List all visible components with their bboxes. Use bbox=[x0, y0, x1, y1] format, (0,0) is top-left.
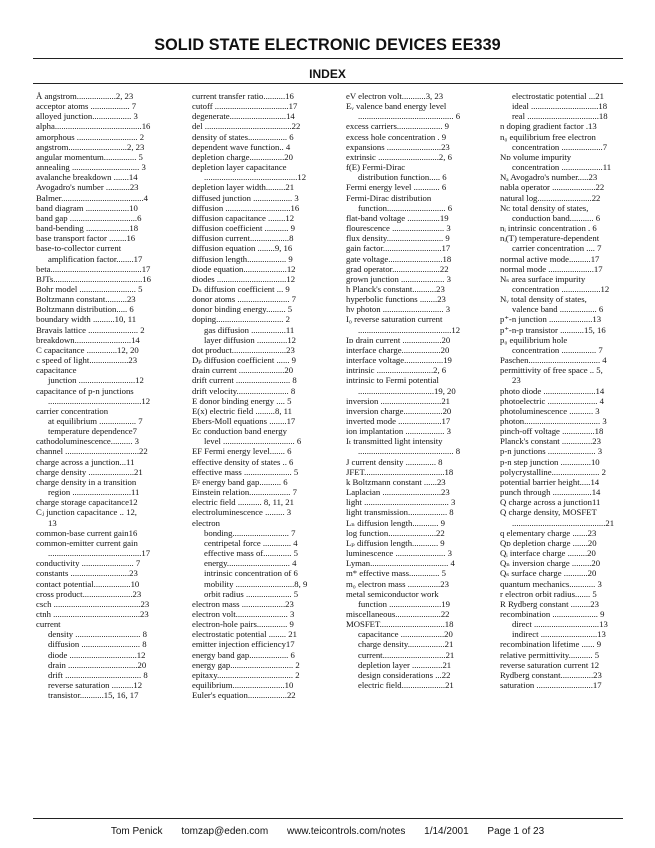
index-entry: hyperbolic functions ........23 bbox=[346, 294, 446, 305]
index-entry: nᵢ intrinsic concentration . 6 bbox=[500, 223, 597, 234]
index-entry: relative permittivity........... 5 bbox=[500, 649, 600, 660]
index-entry: conductivity ........................ 7 bbox=[36, 558, 141, 569]
index-entry: csch ........................................23 bbox=[36, 598, 150, 609]
index-entry-continuation: at equilibrium ................. 7 bbox=[48, 416, 143, 426]
index-entry: ctnh ........................................23 bbox=[36, 608, 149, 619]
index-heading: INDEX bbox=[309, 67, 346, 81]
index-entry-continuation: drain ................................20 bbox=[48, 659, 147, 670]
index-entry: photoelectric ....................... 4 bbox=[500, 395, 604, 406]
index-entry: h Planck's constant...........23 bbox=[346, 283, 445, 294]
index-entry: grown junction .................... 3 bbox=[346, 273, 451, 284]
index-entry: p₀ equilibrium hole bbox=[500, 334, 568, 345]
index-entry: n₀ equilibrium free electron bbox=[500, 131, 596, 142]
index-entry: angstrom...........................2, 23 bbox=[36, 141, 145, 152]
index-entry: angular momentum............... 5 bbox=[36, 151, 143, 162]
index-entry: Boltzmann constant..........23 bbox=[36, 294, 136, 305]
index-entry: cutoff ..................................17 bbox=[192, 101, 298, 112]
index-entry-continuation: electrostatic potential ...21 bbox=[512, 91, 604, 101]
index-entry: donor atoms ........................ 7 bbox=[192, 294, 297, 305]
index-entry: m₀ electron mass ...............23 bbox=[346, 578, 449, 589]
index-entry-continuation: valence band ................. 6 bbox=[512, 304, 604, 315]
page-footer bbox=[0, 826, 655, 837]
index-entry: E donor binding energy .... 5 bbox=[192, 395, 292, 406]
footer-url[interactable]: www.teicontrols.com/notes bbox=[286, 826, 406, 837]
index-entry-continuation: ...........................................21 bbox=[512, 517, 615, 528]
index-entry: Iₜ transmitted light intensity bbox=[346, 436, 443, 447]
index-entry: epitaxy................................... 2 bbox=[192, 669, 300, 680]
index-entry: permittivity of free space .. 5, bbox=[500, 365, 603, 376]
index-entry-continuation: reverse saturation ..........12 bbox=[48, 680, 143, 691]
index-entry: Planck's constant ..............23 bbox=[500, 436, 601, 447]
index-entry: Qᵢ interface charge .........20 bbox=[500, 548, 596, 559]
index-entry-continuation: function........................... 6 bbox=[358, 202, 453, 213]
index-entry: q elementary charge .......23 bbox=[500, 527, 597, 538]
index-entry: expansions .........................23 bbox=[346, 141, 450, 152]
index-entry: diffusion length.................. 9 bbox=[192, 253, 293, 264]
index-entry: saturation ..........................17 bbox=[500, 680, 602, 691]
index-entry: ion implantation .................. 3 bbox=[346, 426, 451, 437]
index-entry-continuation: junction ..........................12 bbox=[48, 375, 144, 386]
index-entry: diffusion capacitance ........12 bbox=[192, 212, 295, 223]
index-entry: E(x) electric field .........8, 11 bbox=[192, 405, 293, 416]
index-entry: band diagram ....................10 bbox=[36, 202, 138, 213]
index-entry: extrinsic ............................2, 6 bbox=[346, 151, 452, 162]
index-entry: contact potential.................10 bbox=[36, 578, 140, 589]
index-entry: cross product.......................23 bbox=[36, 588, 142, 599]
index-entry: EF Fermi energy level....... 6 bbox=[192, 446, 292, 457]
index-entry-continuation: mobility ...........................8, 9 bbox=[204, 578, 308, 589]
index-entry-continuation: level ................................. 6 bbox=[204, 436, 302, 447]
index-entry: acceptor atoms .................. 7 bbox=[36, 101, 137, 112]
index-entry: charge storage capacitance12 bbox=[36, 497, 138, 508]
index-entry: Eᵥ valence band energy level bbox=[346, 101, 447, 112]
index-entry: f(E) Fermi-Dirac bbox=[346, 162, 406, 173]
index-entry: Euler's equation..................22 bbox=[192, 690, 296, 701]
index-entry-continuation: ...................................19, 20 bbox=[358, 385, 456, 396]
index-entry: potential barrier height.....14 bbox=[500, 476, 600, 487]
index-entry: metal semiconductor work bbox=[346, 588, 439, 599]
index-entry: gate voltage.........................18 bbox=[346, 253, 452, 264]
index-entry-continuation: depletion layer ..............21 bbox=[358, 659, 452, 670]
index-entry-continuation: 23 bbox=[512, 375, 521, 386]
index-entry: pinch-off voltage ...............18 bbox=[500, 426, 604, 437]
index-entry: p⁺-n junction ....................13 bbox=[500, 314, 602, 325]
index-entry: photon................................... 3 bbox=[500, 416, 607, 426]
index-entry: Eᵍ energy band gap.......... 6 bbox=[192, 476, 288, 487]
index-entry: grad operator......................22 bbox=[346, 263, 449, 274]
index-entry: equilibrium........................10 bbox=[192, 680, 294, 691]
index-entry-continuation: ...........................................17 bbox=[48, 548, 151, 559]
index-entry: alpha........................................16 bbox=[36, 121, 151, 132]
index-entry: quantum mechanics............ 3 bbox=[500, 578, 602, 589]
index-entry: dependent wave function.. 4 bbox=[192, 141, 291, 152]
index-entry: Bohr model .......................... 5 bbox=[36, 283, 143, 294]
index-entry: del ........................................22 bbox=[192, 121, 301, 132]
index-entry: electroluminescence ......... 3 bbox=[192, 507, 292, 518]
index-entry: diffusion coefficient ........... 9 bbox=[192, 223, 295, 234]
index-entry: beta..........................................17 bbox=[36, 263, 151, 274]
index-entry: energy band gap.................. 6 bbox=[192, 649, 295, 660]
index-entry: light ....................................... 3 bbox=[346, 497, 456, 508]
index-entry: electron volt........................ 3 bbox=[192, 608, 295, 619]
index-entry: Cⱼ junction capacitance .. 12, bbox=[36, 507, 137, 518]
index-column-4 bbox=[500, 91, 614, 690]
index-entry: miscellaneous.....................22 bbox=[346, 608, 450, 619]
index-entry: Dₙ diffusion coefficient ... 9 bbox=[192, 283, 290, 294]
index-entry: drift current ......................... 8 bbox=[192, 375, 297, 386]
index-entry: diffused junction .................. 3 bbox=[192, 192, 299, 203]
index-entry: inversion ............................21 bbox=[346, 395, 451, 406]
index-entry-continuation: ............................................ 6 bbox=[358, 111, 461, 122]
footer-email[interactable]: tomzap@eden.com bbox=[181, 826, 269, 837]
index-entry: Nᵥ total density of states, bbox=[500, 294, 587, 305]
index-entry-continuation: diffusion ........................... 8 bbox=[48, 639, 147, 650]
index-entry: recombination ..................... 9 bbox=[500, 608, 605, 619]
index-entry-continuation: orbit radius ..................... 5 bbox=[204, 588, 299, 599]
index-entry: depletion charge................20 bbox=[192, 151, 293, 162]
page-title: SOLID STATE ELECTRONIC DEVICES EE339 bbox=[154, 36, 501, 54]
index-entry: degenerate..........................14 bbox=[192, 111, 295, 122]
index-entry: eV electron volt...........3, 23 bbox=[346, 91, 444, 101]
index-entry-continuation: distribution function..... 6 bbox=[358, 172, 447, 183]
index-entry: inverted mode ....................17 bbox=[346, 416, 451, 426]
index-entry: recombination lifetime ...... 9 bbox=[500, 639, 602, 650]
index-entry: electron bbox=[192, 517, 220, 528]
index-entry: charge density .....................21 bbox=[36, 466, 143, 477]
index-entry: capacitance of p-n junctions bbox=[36, 385, 134, 396]
index-entry: diode equation....................12 bbox=[192, 263, 296, 274]
index-entry: Lₚ diffusion length............ 9 bbox=[346, 537, 445, 548]
index-entry: constants ...........................23 bbox=[36, 568, 138, 579]
index-entry: diodes ................................12 bbox=[192, 273, 296, 284]
index-entry: Rydberg constant...............23 bbox=[500, 669, 602, 680]
index-entry: electric field ........... 8, 11, 21 bbox=[192, 497, 294, 508]
index-entry: I₀ reverse saturation current bbox=[346, 314, 443, 325]
index-entry: BJTs.........................................16 bbox=[36, 273, 151, 284]
index-entry: Balmer......................................4 bbox=[36, 192, 148, 203]
index-entry: Bravais lattice ....................... 2 bbox=[36, 324, 145, 335]
index-entry: Å angstrom..................2, 23 bbox=[36, 91, 134, 101]
index-entry: charge density in a transition bbox=[36, 476, 137, 487]
index-column-2 bbox=[192, 91, 306, 700]
index-entry: effective density of states .. 6 bbox=[192, 456, 294, 467]
index-entry: common-base current gain16 bbox=[36, 527, 138, 538]
index-entry: reverse saturation current 12 bbox=[500, 659, 600, 670]
index-entry: r electron orbit radius....... 5 bbox=[500, 588, 597, 599]
index-entry: breakdown..........................14 bbox=[36, 334, 140, 345]
footer-author: Tom Penick bbox=[110, 826, 163, 837]
index-entry: base transport factor ........16 bbox=[36, 233, 136, 244]
index-entry: Nᴄ total density of states, bbox=[500, 202, 589, 213]
index-entry: boundary width ..........10, 11 bbox=[36, 314, 137, 325]
index-entry-continuation: real .................................18 bbox=[512, 111, 608, 122]
index-entry: electron mass ....................23 bbox=[192, 598, 294, 609]
index-entry-continuation: ideal ...............................18 bbox=[512, 101, 608, 112]
index-entry: natural log.........................22 bbox=[500, 192, 601, 203]
index-entry: flourescence ........................ 3 bbox=[346, 223, 451, 234]
index-entry: depletion layer width.........21 bbox=[192, 182, 295, 193]
index-entry: Qₙ inversion charge .........20 bbox=[500, 558, 601, 569]
index-entry: m* effective mass.............. 5 bbox=[346, 568, 446, 579]
index-entry: band gap ...............................6 bbox=[36, 212, 142, 223]
index-entry: J current density .............. 8 bbox=[346, 456, 443, 467]
index-entry-continuation: density .............................. 8 bbox=[48, 629, 147, 640]
index-entry: flux density.......................... 9 bbox=[346, 233, 450, 244]
index-entry: drain current .....................20 bbox=[192, 365, 294, 376]
index-entry: Nₐ Avogadro's number.....23 bbox=[500, 172, 598, 183]
index-entry: p-n junctions ...................... 3 bbox=[500, 446, 603, 457]
index-entry: Avogadro's number ...........23 bbox=[36, 182, 139, 193]
index-entry: drift velocity........................ 8 bbox=[192, 385, 296, 396]
index-entry: photo diode ........................14 bbox=[500, 385, 605, 396]
index-entry: Ebers-Moll equations ........17 bbox=[192, 416, 296, 426]
index-entry: Nᴅ volume impurity bbox=[500, 151, 572, 162]
index-entry: MOSFET..............................18 bbox=[346, 619, 454, 630]
index-entry: channel ..................................22 bbox=[36, 446, 148, 457]
index-entry-continuation: drift ................................... 8 bbox=[48, 669, 148, 680]
index-entry: flat-band voltage ...............19 bbox=[346, 212, 449, 223]
index-entry-continuation: design considerations ...22 bbox=[358, 669, 451, 680]
index-entry: energy gap............................. 2 bbox=[192, 659, 300, 670]
index-entry: p-n step junction ..............10 bbox=[500, 456, 600, 467]
index-entry: Paschen................................. 4 bbox=[500, 355, 607, 366]
index-entry: annealing ............................... 3 bbox=[36, 162, 146, 173]
top-rule bbox=[33, 58, 623, 59]
index-entry-continuation: effective mass of............. 5 bbox=[204, 548, 298, 559]
index-entry: effective mass ...................... 5 bbox=[192, 466, 299, 477]
index-entry-continuation: indirect ..........................13 bbox=[512, 629, 606, 640]
bottom-rule bbox=[33, 818, 623, 819]
index-entry: capacitance bbox=[36, 365, 77, 376]
index-entry: excess carriers..................... 9 bbox=[346, 121, 450, 132]
index-entry: Lyman.................................... 4 bbox=[346, 558, 455, 569]
index-entry: c speed of light..................23 bbox=[36, 355, 138, 366]
index-entry: cathodoluminescence.......... 3 bbox=[36, 436, 140, 447]
index-entry-continuation: direct ..............................13 bbox=[512, 619, 608, 630]
index-entry: Fermi energy level ............ 6 bbox=[346, 182, 447, 193]
index-entry-continuation: ...........................................12 bbox=[48, 395, 151, 406]
index-entry: doping............................... 2 bbox=[192, 314, 290, 325]
index-entry: polycrystalline...................... 2 bbox=[500, 466, 606, 477]
index-entry-continuation: 13 bbox=[48, 517, 57, 528]
index-entry: Qᴅ depletion charge .......20 bbox=[500, 537, 597, 548]
index-entry: n doping gradient factor .13 bbox=[500, 121, 597, 132]
index-entry-continuation: energy............................. 4 bbox=[204, 558, 297, 569]
index-entry-continuation: diode ...............................12 bbox=[48, 649, 146, 660]
index-entry: Boltzmann distribution..... 6 bbox=[36, 304, 134, 315]
index-entry: nabla operator ....................22 bbox=[500, 182, 605, 193]
index-entry: Einstein relation................... 7 bbox=[192, 487, 297, 498]
index-entry: k Boltzmann constant ......23 bbox=[346, 476, 446, 487]
index-entry-continuation: concentration ...................7 bbox=[512, 141, 608, 152]
index-entry: inversion charge..................20 bbox=[346, 405, 452, 416]
index-entry: emitter injection efficiency17 bbox=[192, 639, 295, 650]
index-entry: charge across a junction...11 bbox=[36, 456, 135, 467]
index-entry: hν photon ............................ 3 bbox=[346, 304, 451, 315]
index-entry: gain factor...........................17 bbox=[346, 243, 451, 254]
index-entry-continuation: charge density.................21 bbox=[358, 639, 454, 650]
index-entry-continuation: concentration ...................11 bbox=[512, 162, 612, 173]
index-entry: diffusion ..............................16 bbox=[192, 202, 300, 213]
index-entry: donor binding energy......... 5 bbox=[192, 304, 293, 315]
index-entry-continuation: gas diffusion ................11 bbox=[204, 324, 295, 335]
index-entry: depletion layer capacitance bbox=[192, 162, 287, 173]
index-entry: base-to-collector current bbox=[36, 243, 122, 254]
index-entry: amorphous ............................ 2 bbox=[36, 131, 145, 142]
index-entry-continuation: current.............................21 bbox=[358, 649, 455, 660]
index-entry: log function......................22 bbox=[346, 527, 445, 538]
index-entry: normal active mode..........17 bbox=[500, 253, 600, 264]
index-entry: nᵢ(T) temperature-dependent bbox=[500, 233, 600, 244]
index-entry-continuation: capacitance ....................20 bbox=[358, 629, 453, 640]
index-entry: intrinsic ..........................2, 6 bbox=[346, 365, 447, 376]
index-entry-continuation: concentration ................ 7 bbox=[512, 344, 603, 355]
index-entry: intrinsic to Fermi potential bbox=[346, 375, 439, 386]
index-entry-continuation: ...........................................12 bbox=[204, 172, 307, 183]
index-column-1 bbox=[36, 91, 150, 700]
index-entry: JFET.....................................18 bbox=[346, 466, 454, 477]
index-entry: punch through ..................14 bbox=[500, 487, 601, 498]
footer-page-number: Page 1 of 23 bbox=[487, 826, 545, 837]
index-entry: Laplacian ...........................23 bbox=[346, 487, 450, 498]
index-entry: p⁺-n-p transistor ...........15, 16 bbox=[500, 324, 606, 335]
index-entry-continuation: electric field....................21 bbox=[358, 680, 454, 691]
index-entry: normal mode .....................17 bbox=[500, 263, 603, 274]
index-entry: R Rydberg constant .........23 bbox=[500, 598, 599, 609]
index-entry: interface charge..................20 bbox=[346, 344, 450, 355]
index-entry: carrier concentration bbox=[36, 405, 109, 416]
index-entry-continuation: conduction band........... 6 bbox=[512, 212, 601, 223]
index-entry-continuation: carrier concentration .... 7 bbox=[512, 243, 602, 254]
index-entry: dot product.........................23 bbox=[192, 344, 295, 355]
index-entry-continuation: amplification factor........17 bbox=[48, 253, 143, 264]
index-entry: photoluminescence ........... 3 bbox=[500, 405, 600, 416]
heading-rule bbox=[33, 83, 623, 84]
footer-date: 1/14/2001 bbox=[424, 826, 469, 837]
index-entry: Lₙ diffusion length............ 9 bbox=[346, 517, 445, 528]
index-entry: Dₚ diffusion coefficient ...... 9 bbox=[192, 355, 297, 366]
index-entry-continuation: temperature dependence7 bbox=[48, 426, 137, 437]
index-entry-continuation: centripetal force ............. 4 bbox=[204, 537, 298, 548]
index-entry: diffusion current..................8 bbox=[192, 233, 294, 244]
index-entry: light transmission.................. 8 bbox=[346, 507, 454, 518]
index-entry: current transfer ratio..........16 bbox=[192, 91, 294, 101]
index-entry: luminescence ....................... 3 bbox=[346, 548, 452, 559]
index-entry: electron-hole pairs.............. 9 bbox=[192, 619, 294, 630]
index-entry-continuation: bonding.......................... 7 bbox=[204, 527, 296, 538]
index-entry: Q charge density, MOSFET bbox=[500, 507, 597, 518]
index-entry-continuation: function ........................19 bbox=[358, 598, 450, 609]
index-entry-continuation: layer diffusion ..............12 bbox=[204, 334, 297, 345]
index-entry: Q charge across a junction11 bbox=[500, 497, 601, 508]
index-entry: alloyed junction.................. 3 bbox=[36, 111, 138, 122]
index-entry: density of states.................. 6 bbox=[192, 131, 294, 142]
index-entry-continuation: concentration ..................12 bbox=[512, 283, 610, 294]
index-entry: band-bending ....................18 bbox=[36, 223, 139, 234]
index-entry: electrostatic potential ........ 21 bbox=[192, 629, 297, 640]
index-entry: excess hole concentration . 9 bbox=[346, 131, 447, 142]
index-entry: current bbox=[36, 619, 61, 630]
index-entry-continuation: transistor...........15, 16, 17 bbox=[48, 690, 139, 701]
index-entry: interface voltage..................19 bbox=[346, 355, 452, 366]
index-entry: Fermi-Dirac distribution bbox=[346, 192, 432, 203]
index-entry: Iᴅ drain current ..................20 bbox=[346, 334, 451, 345]
index-entry: Qₛ surface charge ...........20 bbox=[500, 568, 597, 579]
index-entry-continuation: region ...........................11 bbox=[48, 487, 140, 498]
index-entry: diffusion equation ........9, 16 bbox=[192, 243, 293, 254]
index-entry: Eᴄ conduction band energy bbox=[192, 426, 287, 437]
index-entry: avalanche breakdown .......14 bbox=[36, 172, 138, 183]
index-entry: common-emitter current gain bbox=[36, 537, 138, 548]
index-entry-continuation: ...........................................12 bbox=[358, 324, 461, 335]
index-entry: Nₛ area surface impurity bbox=[500, 273, 586, 284]
index-column-3 bbox=[346, 91, 460, 690]
index-entry-continuation: intrinsic concentration of 6 bbox=[204, 568, 298, 579]
index-entry-continuation: ............................................ 8 bbox=[358, 446, 461, 457]
index-entry: C capacitance ..............12, 20 bbox=[36, 344, 139, 355]
